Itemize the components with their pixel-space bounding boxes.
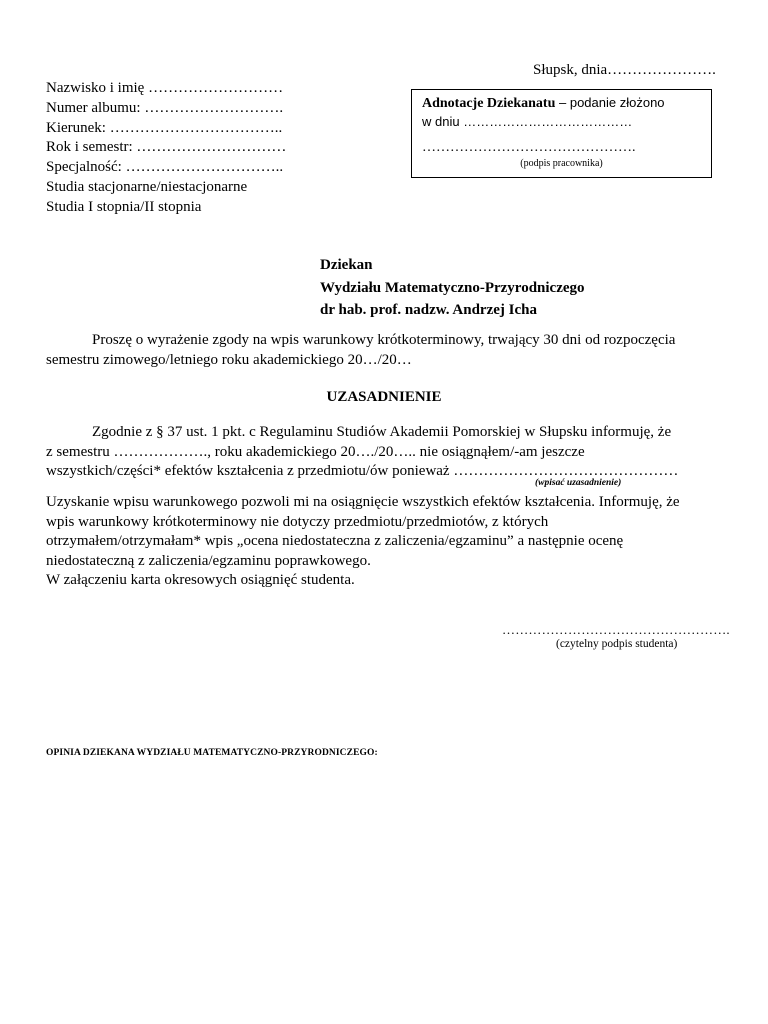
dean-box-title-rest: – podanie złożono — [555, 95, 665, 110]
student-signature-label: (czytelny podpis studenta) — [556, 638, 678, 650]
student-fields — [46, 79, 286, 218]
dean-box-title: Adnotacje Dziekanatu — [422, 96, 556, 111]
study-mode: Studia stacjonarne/niestacjonarne — [46, 178, 248, 195]
dean-box-caption: (podpis pracownika) — [520, 158, 603, 169]
addressee-faculty: Wydziału Matematyczno-Przyrodniczego — [320, 279, 585, 296]
dean-opinion-heading: OPINIA DZIEKANA WYDZIAŁU MATEMATYCZNO-PRZYRODNICZEGO: — [46, 748, 378, 758]
addressee-name: dr hab. prof. nadzw. Andrzej Icha — [320, 302, 537, 318]
name-field: Nazwisko i imię ……………………… — [46, 80, 284, 96]
justification-heading: UZASADNIENIE — [326, 389, 442, 405]
request-paragraph: Proszę o wyrażenie zgody na wpis warunkowy krótkoterminowy, trwający 30 dni od rozpoczęcia semestru zimowego/letniego roku akademickiego 20…/20… — [46, 332, 676, 368]
place-date: Słupsk, dnia…………………. — [533, 62, 716, 78]
album-number-field: Numer albumu: ………………………. — [46, 99, 284, 116]
year-semester-field: Rok i semestr: ………………………… — [46, 139, 287, 156]
justification-paragraph: Zgodnie z § 37 ust. 1 pkt. c Regulaminu Studiów Akademii Pomorskiej w Słupsku informuję, że z semestru ………………., roku akademickiego 20…./20….. nie osiągnąłem/-am jeszcze wszystkich/części* efektów kształcenia z przedmiotu/ów ponieważ ……………………………………… — [46, 424, 679, 479]
justification-continuation: Uzyskanie wpisu warunkowego pozwoli mi na osiągnięcie wszystkich efektów kształcenia. Informuję, że wpis warunkowy krótkoterminowy nie dotyczy przedmiotu/przedmiotów, z których otrzymałem/otrzymałam* wpis „ocena niedostateczna z zaliczenia/egzaminu” a następnie ocenę niedostateczną z zaliczenia/egzaminu poprawkowego. W załączeniu karta okresowych osiągnięć studenta. — [46, 494, 680, 588]
dean-box-signature-line: ………………………………………. — [422, 140, 636, 155]
addressee-title: Dziekan — [320, 257, 373, 273]
specialization-field: Specjalność: ………………………….. — [46, 159, 284, 176]
justification-note: (wpisać uzasadnienie) — [535, 478, 622, 488]
major-field: Kierunek: …………………………….. — [46, 119, 283, 136]
dean-box-date-line: w dniu ………………………………… — [422, 114, 633, 129]
student-signature-line: ……………………………………………. — [502, 622, 730, 637]
study-level: Studia I stopnia/II stopnia — [46, 198, 202, 215]
dean-office-annotation-box — [411, 89, 712, 178]
addressee — [320, 254, 585, 322]
